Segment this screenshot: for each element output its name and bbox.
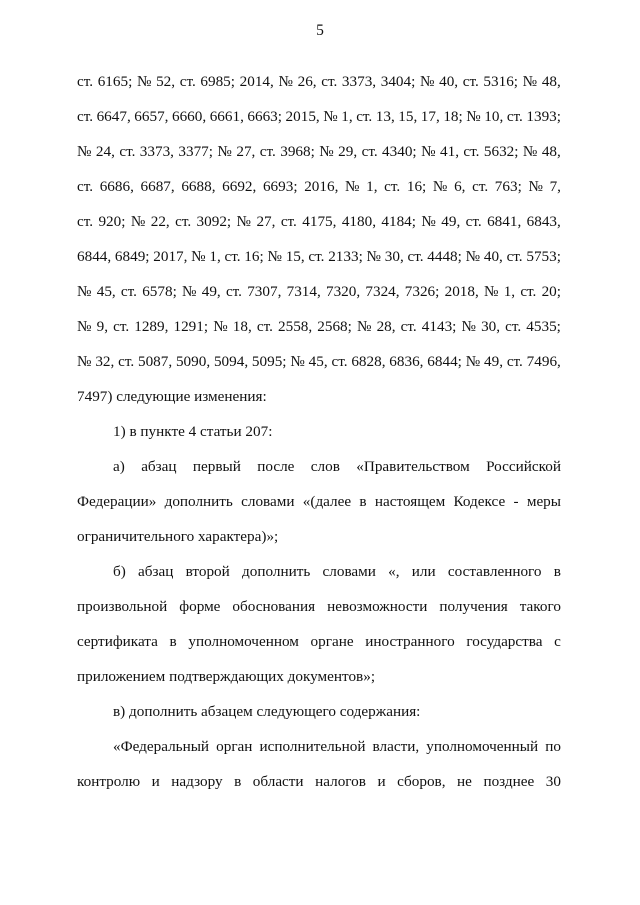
word: 3092;: [196, 213, 232, 230]
text-line-19: в) дополнить абзацем следующего содержания:: [113, 703, 421, 720]
word: №: [323, 108, 338, 125]
word: №: [290, 353, 305, 370]
word: 4535;: [526, 318, 561, 335]
word: ст.: [77, 108, 94, 125]
word: 7307,: [247, 283, 282, 300]
word: 22,: [150, 213, 170, 230]
text-line-16: [77, 598, 561, 616]
word: 4143;: [421, 318, 457, 335]
word: 27,: [256, 213, 276, 230]
word: 1,: [209, 248, 221, 265]
word: 27,: [236, 143, 256, 160]
word: 28,: [376, 318, 396, 335]
word: 5094,: [213, 353, 249, 370]
word: 6661,: [209, 108, 244, 125]
word: №: [77, 143, 92, 160]
word: «Федеральный: [113, 738, 210, 755]
text-line-21: [77, 773, 561, 791]
word: настоящем: [374, 493, 446, 510]
word: органе: [310, 633, 354, 650]
word: меры: [526, 493, 561, 510]
word: ст.: [321, 73, 338, 90]
word: 17,: [420, 108, 440, 125]
word: ст.: [280, 213, 297, 230]
word: после: [257, 458, 295, 475]
word: ст.: [224, 248, 241, 265]
word: Федерации»: [77, 493, 157, 510]
word: 1291;: [173, 318, 209, 335]
word: 16;: [406, 178, 427, 195]
word: 30: [545, 773, 561, 790]
word: №: [136, 73, 152, 90]
word: 6660,: [171, 108, 207, 125]
word: 7314,: [286, 283, 321, 300]
text-line-5: [77, 213, 561, 231]
word: ст.: [462, 73, 479, 90]
word: ст.: [400, 318, 417, 335]
word: «,: [388, 563, 400, 580]
word: №: [213, 318, 228, 335]
text-line-12: [113, 458, 561, 476]
text-line-13: [77, 493, 561, 511]
word: и: [377, 773, 386, 790]
word: 13,: [375, 108, 395, 125]
word: №: [421, 213, 436, 230]
word: 9,: [96, 318, 108, 335]
word: ст.: [384, 178, 401, 195]
word: 2017,: [153, 248, 188, 265]
word: словами: [322, 563, 376, 580]
word: 6688,: [181, 178, 216, 195]
word: 6985;: [200, 73, 235, 90]
word: уполномоченном: [188, 633, 299, 650]
word: ст.: [506, 248, 523, 265]
word: 26,: [297, 73, 317, 90]
word: 48,: [541, 143, 561, 160]
text-line-7: [77, 283, 561, 301]
word: с: [554, 633, 561, 650]
text-line-14: ограничительного характера)»;: [77, 528, 279, 545]
word: ст.: [256, 318, 273, 335]
word: 2016,: [304, 178, 339, 195]
word: №: [217, 143, 232, 160]
word: 3373,: [139, 143, 174, 160]
text-line-15: [113, 563, 561, 581]
word: №: [421, 143, 436, 160]
word: ст.: [118, 353, 135, 370]
word: 18,: [232, 318, 252, 335]
word: №: [345, 178, 360, 195]
word: дополнить: [164, 493, 233, 510]
word: 4340;: [382, 143, 417, 160]
word: 6578;: [142, 283, 177, 300]
word: ст.: [505, 318, 522, 335]
word: 6692,: [222, 178, 257, 195]
text-line-2: [77, 108, 561, 126]
text-line-20: [113, 738, 561, 756]
word: 1393;: [526, 108, 561, 125]
word: 5632;: [483, 143, 519, 160]
word: государства: [466, 633, 543, 650]
word: ст.: [77, 73, 94, 90]
text-line-1: [77, 73, 561, 91]
word: уполномоченный: [426, 738, 539, 755]
word: первый: [192, 458, 241, 475]
word: абзац: [141, 458, 177, 475]
word: 6687,: [140, 178, 175, 195]
word: в: [553, 563, 561, 580]
word: 6693;: [262, 178, 298, 195]
word: 45,: [96, 283, 116, 300]
word: №: [77, 318, 92, 335]
word: невозможности: [327, 598, 428, 615]
word: 52,: [156, 73, 176, 90]
word: 1,: [503, 283, 516, 300]
word: 6844;: [427, 353, 462, 370]
text-line-4: [77, 178, 561, 196]
word: 15,: [285, 248, 305, 265]
word: №: [319, 143, 334, 160]
word: 40,: [439, 73, 459, 90]
text-line-18: приложением подтверждающих документов»;: [77, 668, 376, 685]
word: ст.: [506, 108, 523, 125]
word: орган: [216, 738, 253, 755]
word: 5087,: [137, 353, 173, 370]
word: ст.: [472, 178, 489, 195]
word: 6843,: [526, 213, 561, 230]
word: 2014,: [239, 73, 274, 90]
word: 6686,: [99, 178, 134, 195]
word: 49,: [484, 353, 503, 370]
word: ст.: [179, 73, 196, 90]
word: сертификата: [77, 633, 158, 650]
word: 45,: [308, 353, 328, 370]
word: 5753;: [526, 248, 561, 265]
word: ст.: [113, 318, 130, 335]
word: 16;: [244, 248, 264, 265]
word: №: [366, 248, 382, 265]
word: позднее: [483, 773, 535, 790]
text-line-8: [77, 318, 561, 336]
word: получения: [439, 598, 508, 615]
word: произвольной: [77, 598, 168, 615]
word: №: [483, 283, 499, 300]
word: форме: [179, 598, 221, 615]
word: 41,: [440, 143, 459, 160]
word: 3404;: [380, 73, 416, 90]
word: 10,: [484, 108, 504, 125]
word: №: [466, 108, 481, 125]
word: 4184;: [381, 213, 416, 230]
word: слов: [310, 458, 340, 475]
word: 4175,: [302, 213, 337, 230]
word: словами: [241, 493, 295, 510]
word: 5316;: [483, 73, 519, 90]
word: надзору: [171, 773, 223, 790]
word: 7324,: [365, 283, 400, 300]
word: 6844,: [77, 248, 112, 265]
word: 1,: [341, 108, 353, 125]
word: иностранного: [365, 633, 455, 650]
word: 7,: [549, 178, 561, 195]
word: 5095;: [251, 353, 287, 370]
word: 24,: [95, 143, 115, 160]
word: ст.: [77, 213, 94, 230]
word: 6663;: [247, 108, 282, 125]
page-number: 5: [316, 22, 324, 39]
word: контролю: [77, 773, 141, 790]
word: 6841,: [487, 213, 522, 230]
word: №: [522, 73, 538, 90]
word: ст.: [463, 143, 480, 160]
word: ст.: [120, 283, 137, 300]
word: и: [151, 773, 160, 790]
word: №: [432, 178, 448, 195]
word: №: [182, 283, 197, 300]
word: №: [278, 73, 293, 90]
word: 4180,: [341, 213, 376, 230]
word: 1289,: [134, 318, 169, 335]
word: №: [130, 213, 146, 230]
word: б): [113, 563, 126, 580]
word: 2558,: [278, 318, 313, 335]
word: власти,: [372, 738, 420, 755]
word: 6165;: [97, 73, 133, 90]
word: 763;: [494, 178, 522, 195]
word: ст.: [407, 248, 424, 265]
word: ст.: [465, 213, 482, 230]
text-line-10: 7497) следующие изменения:: [77, 388, 267, 405]
word: 30,: [384, 248, 404, 265]
word: не: [457, 773, 472, 790]
word: 6647,: [96, 108, 131, 125]
word: а): [113, 458, 125, 475]
word: в: [234, 773, 242, 790]
word: 7496,: [526, 353, 561, 370]
word: ст.: [225, 283, 242, 300]
word: 29,: [338, 143, 358, 160]
word: ст.: [175, 213, 192, 230]
text-line-6: [77, 248, 561, 266]
word: ст.: [356, 108, 373, 125]
word: 15,: [398, 108, 418, 125]
word: или: [411, 563, 436, 580]
word: №: [356, 318, 372, 335]
word: -: [513, 493, 519, 510]
word: 7326;: [404, 283, 440, 300]
text-line-11: 1) в пункте 4 статьи 207:: [113, 423, 273, 440]
word: 30,: [481, 318, 501, 335]
text-line-3: [77, 143, 561, 161]
word: №: [465, 353, 481, 370]
word: №: [465, 248, 481, 265]
word: 3373,: [341, 73, 377, 90]
word: ст.: [506, 353, 523, 370]
word: №: [267, 248, 282, 265]
word: №: [191, 248, 206, 265]
word: №: [419, 73, 435, 90]
word: абзац: [138, 563, 174, 580]
word: 6849;: [114, 248, 150, 265]
word: ст.: [77, 178, 94, 195]
word: 6828,: [351, 353, 386, 370]
word: Российской: [486, 458, 561, 475]
word: «Правительством: [356, 458, 470, 475]
word: по: [545, 738, 561, 755]
word: 2133;: [328, 248, 363, 265]
word: обоснования: [232, 598, 316, 615]
word: №: [461, 318, 476, 335]
word: 3377;: [178, 143, 213, 160]
word: 6836,: [389, 353, 424, 370]
word: №: [236, 213, 252, 230]
word: области: [252, 773, 304, 790]
word: составленного: [447, 563, 542, 580]
word: сборов,: [397, 773, 446, 790]
word: 2018,: [444, 283, 479, 300]
word: ст.: [259, 143, 276, 160]
word: «(далее: [302, 493, 352, 510]
word: ст.: [308, 248, 325, 265]
word: в: [359, 493, 367, 510]
word: 6,: [454, 178, 466, 195]
word: ст.: [119, 143, 136, 160]
word: 49,: [201, 283, 221, 300]
word: 1,: [366, 178, 378, 195]
word: 18;: [443, 108, 463, 125]
word: 2568;: [317, 318, 352, 335]
word: 40,: [483, 248, 503, 265]
word: 20;: [541, 283, 561, 300]
word: 2015,: [285, 108, 320, 125]
word: такого: [519, 598, 561, 615]
word: 3968;: [280, 143, 315, 160]
word: Кодексе: [453, 493, 506, 510]
word: №: [77, 353, 92, 370]
word: №: [522, 143, 538, 160]
word: №: [77, 283, 92, 300]
word: налогов: [315, 773, 366, 790]
word: второй: [185, 563, 230, 580]
word: 48,: [541, 73, 561, 90]
word: 32,: [95, 353, 115, 370]
word: 7320,: [325, 283, 361, 300]
word: №: [528, 178, 543, 195]
word: 4448;: [427, 248, 462, 265]
word: ст.: [331, 353, 348, 370]
word: дополнить: [242, 563, 311, 580]
word: 5090,: [175, 353, 211, 370]
word: ст.: [520, 283, 537, 300]
word: в: [169, 633, 177, 650]
word: исполнительной: [259, 738, 366, 755]
word: 6657,: [134, 108, 169, 125]
word: ст.: [361, 143, 378, 160]
word: 920;: [98, 213, 126, 230]
word: 49,: [441, 213, 461, 230]
text-line-9: [77, 353, 561, 371]
text-line-17: [77, 633, 561, 651]
